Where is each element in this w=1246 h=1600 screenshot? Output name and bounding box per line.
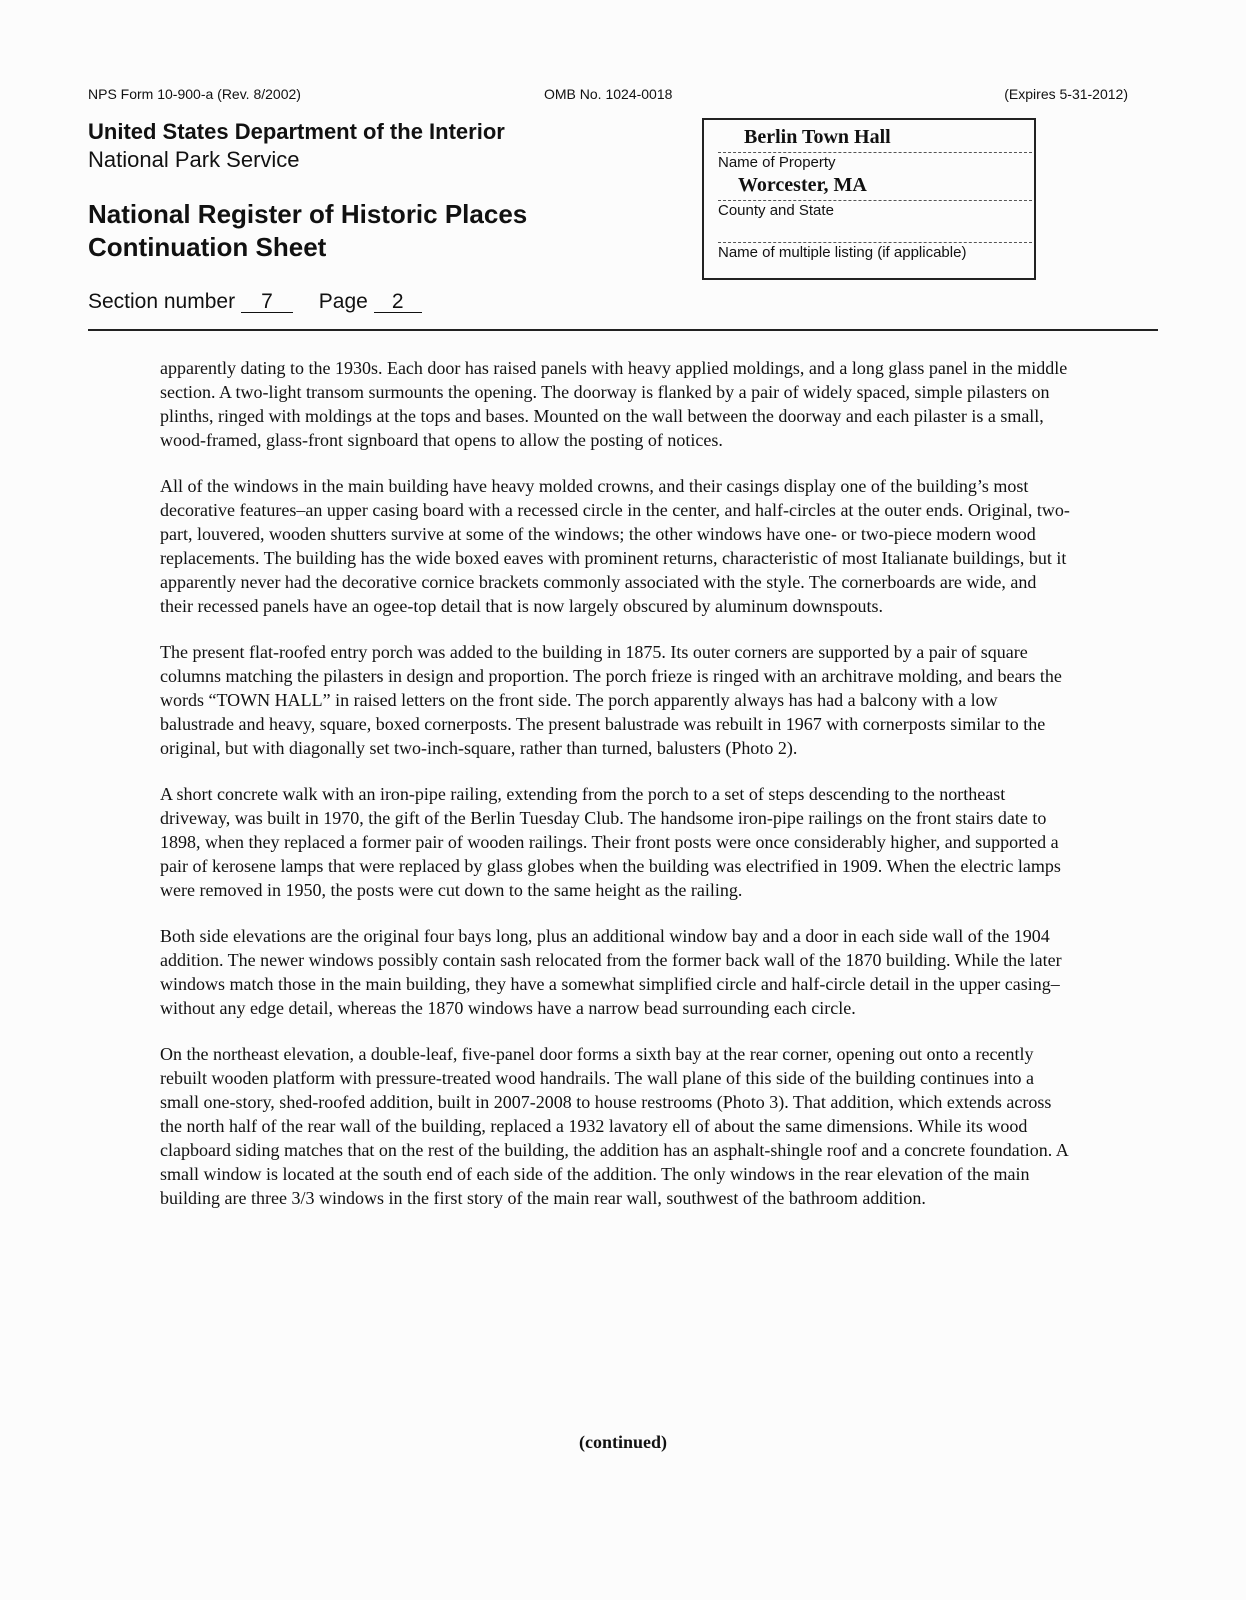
header-divider: [88, 329, 1158, 331]
continued-note: (continued): [578, 1432, 667, 1452]
county-state: Worcester, MA: [738, 174, 867, 196]
county-state-label: County and State: [718, 202, 834, 219]
section-label: Section number: [88, 290, 236, 313]
department-name: United States Department of the Interior: [88, 119, 505, 144]
form-number: NPS Form 10-900-a (Rev. 8/2002): [88, 86, 301, 102]
paragraph: apparently dating to the 1930s. Each door has raised panels with heavy applied moldings, and a long glass panel in the middle section. A two-light transom surmounts the opening. The doorway is flanked by a pair of widely spaced, simple pilasters on plinths, ringed with moldings at the tops and bases. Mounted on the wall between the doorway and each pilaster is a small, wood-framed, glass-front signboard that opens to allow the posting of notices.: [160, 358, 1068, 450]
paragraph: All of the windows in the main building have heavy molded crowns, and their casings display one of the building’s most decorative features–an upper casing board with a recessed circle in the center, and half-circles at the outer ends. Original, two-part, louvered, wooden shutters survive at some of the windows; the other windows have one- or two-piece modern wood replacements. The building has the wide boxed eaves with prominent returns, characteristic of most Italianate buildings, but it apparently never had the decorative cornice brackets commonly associated with the style. The cornerboards are wide, and their recessed panels have an ogee-top detail that is now largely obscured by aluminum downspouts.: [160, 476, 1070, 616]
omb-number: OMB No. 1024-0018: [544, 86, 673, 102]
paragraph: On the northeast elevation, a double-leaf, five-panel door forms a sixth bay at the rear corner, opening out onto a recently rebuilt wooden platform with pressure-treated wood handrails. The wall plane of this side of the building continues into a small one-story, shed-roofed addition, built in 2007-2008 to house restrooms (Photo 3). That addition, which extends across the north half of the rear wall of the building, replaced a 1932 lavatory ell of about the same dimensions. While its wood clapboard siding matches that on the rest of the building, the addition has an asphalt-shingle roof and a concrete foundation. A small window is located at the south end of each side of the addition. The only windows in the rear elevation of the main building are three 3/3 windows in the first story of the main rear wall, southwest of the bathroom addition.: [160, 1044, 1068, 1208]
section-page-line: [88, 290, 422, 314]
multiple-listing-rule: [718, 242, 1032, 243]
paragraph: The present flat-roofed entry porch was added to the building in 1875. Its outer corners are supported by a pair of square columns matching the pilasters in design and proportion. The porch frieze is ringed with an architrave molding, and bears the words “TOWN HALL” in raised letters on the front side. The porch apparently always has had a balcony with a low balustrade and heavy, square, boxed cornerposts. The present balustrade was rebuilt in 1967 with cornerposts similar to the original, but with diagonally set two-inch-square, rather than turned, balusters (Photo 2).: [160, 642, 1062, 758]
agency-block: [88, 118, 505, 174]
document-title: [88, 198, 527, 264]
service-name: National Park Service: [88, 147, 300, 172]
property-box: [702, 118, 1036, 280]
expiration-date: (Expires 5-31-2012): [1004, 86, 1128, 102]
section-value: 7: [241, 292, 293, 313]
title-line-1: National Register of Historic Places: [88, 199, 528, 229]
paragraph: Both side elevations are the original four bays long, plus an additional window bay and a door in each side wall of the 1904 addition. The newer windows possibly contain sash relocated from the former back wall of the 1870 building. While the later windows match those in the main building, they have a somewhat simplified circle and half-circle detail in the upper casing–without any edge detail, whereas the 1870 windows have a narrow bead surrounding each circle.: [160, 926, 1062, 1018]
property-name-rule: [718, 152, 1032, 153]
page-label: Page: [318, 290, 368, 313]
paragraph: A short concrete walk with an iron-pipe railing, extending from the porch to a set of steps descending to the northeast driveway, was built in 1970, the gift of the Berlin Tuesday Club. The handsome iron-pipe railings on the front stairs date to 1898, when they replaced a former pair of wooden railings. Their front posts were once considerably higher, and supported a pair of kerosene lamps that were replaced by glass globes when the building was electrified in 1909. When the electric lamps were removed in 1950, the posts were cut down to the same height as the railing.: [160, 784, 1061, 900]
title-line-2: Continuation Sheet: [88, 232, 327, 262]
multiple-listing-label: Name of multiple listing (if applicable): [718, 244, 967, 261]
page-value: 2: [374, 292, 422, 313]
body-text: [160, 356, 1072, 1232]
property-name-label: Name of Property: [718, 154, 836, 171]
county-state-rule: [718, 200, 1032, 201]
property-name: Berlin Town Hall: [744, 126, 891, 148]
